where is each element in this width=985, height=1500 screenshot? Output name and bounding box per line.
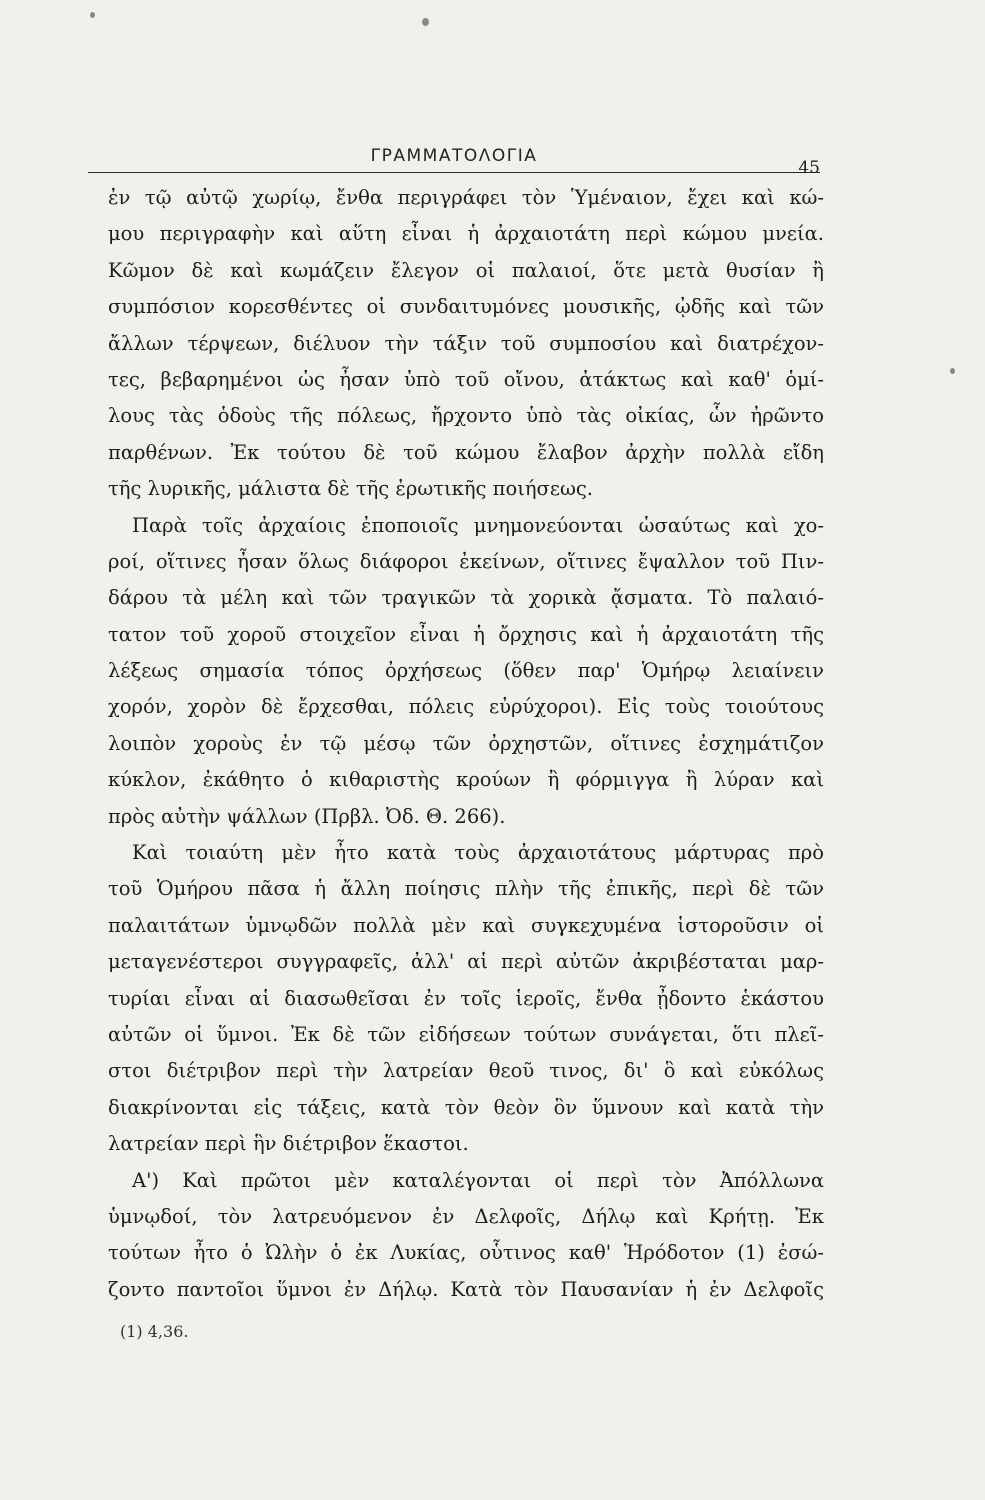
running-title: ΓΡΑΜΜΑΤΟΛΟΓΙΑ (370, 146, 538, 166)
text-line: Καὶ τοιαύτη μὲν ἦτο κατὰ τοὺς ἀρχαιοτάτους μάρτυρας πρὸ (132, 841, 824, 865)
paper-speck (422, 18, 429, 26)
text-line: συμπόσιον κορεσθέντες οἱ συνδαιτυμόνες μουσικῆς, ᾠδῆς καὶ τῶν (108, 295, 824, 319)
text-line: Κῶμον δὲ καὶ κωμάζειν ἔλεγον οἱ παλαιοί, ὅτε μετὰ θυσίαν ἢ (108, 258, 824, 282)
text-line: ροί, οἵτινες ἦσαν ὅλως διάφοροι ἐκείνων, οἵτινες ἔψαλλον τοῦ Πιν- (108, 549, 824, 573)
text-line: κύκλον, ἐκάθητο ὁ κιθαριστὴς κρούων ἢ φόρμιγγα ἢ λύραν καὶ (108, 768, 824, 792)
text-line: παρθένων. Ἐκ τούτου δὲ τοῦ κώμου ἔλαβον ἀρχὴν πολλὰ εἴδη (108, 440, 824, 464)
text-line: Α') Καὶ πρῶτοι μὲν καταλέγονται οἱ περὶ τὸν Ἀπόλλωνα (132, 1168, 824, 1192)
text-line: ἄλλων τέρψεων, διέλυον τὴν τάξιν τοῦ συμποσίου καὶ διατρέχον- (108, 331, 824, 355)
text-line: πρὸς αὐτὴν ψάλλων (Πρβλ. Ὀδ. Θ. 266). (108, 804, 506, 828)
text-line: λέξεως σημασία τόπος ὀρχήσεως (ὅθεν παρ' Ὁμήρῳ λειαίνειν (108, 659, 824, 683)
text-line: αὐτῶν οἱ ὕμνοι. Ἐκ δὲ τῶν εἰδήσεων τούτων συνάγεται, ὅτι πλεῖ- (108, 1022, 824, 1046)
text-line: λους τὰς ὁδοὺς τῆς πόλεως, ἤρχοντο ὑπὸ τὰς οἰκίας, ὧν ἠρῶντο (108, 404, 824, 428)
text-line: μεταγενέστεροι συγγραφεῖς, ἀλλ' αἱ περὶ αὐτῶν ἀκριβέσταται μαρ- (108, 950, 824, 974)
text-line: τοῦ Ὁμήρου πᾶσα ἡ ἄλλη ποίησις πλὴν τῆς ἐπικῆς, περὶ δὲ τῶν (108, 877, 824, 901)
text-line: χορόν, χορὸν δὲ ἔρχεσθαι, πόλεις εὐρύχοροι). Εἰς τοὺς τοιούτους (108, 695, 824, 719)
paper-speck (90, 12, 95, 18)
text-line: ὑμνῳδοί, τὸν λατρευόμενον ἐν Δελφοῖς, Δήλῳ καὶ Κρήτῃ. Ἐκ (108, 1204, 824, 1228)
text-line: μου περιγραφὴν καὶ αὕτη εἶναι ἡ ἀρχαιοτάτη περὶ κώμου μνεία. (108, 222, 824, 246)
footnote: (1) 4,36. (120, 1322, 189, 1341)
text-line: λοιπὸν χοροὺς ἐν τῷ μέσῳ τῶν ὀρχηστῶν, οἵτινες ἐσχημάτιζον (108, 731, 824, 755)
text-line: Παρὰ τοῖς ἀρχαίοις ἐποποιοῖς μνημονεύονται ὡσαύτως καὶ χο- (132, 513, 824, 537)
text-line: ἐν τῷ αὐτῷ χωρίῳ, ἔνθα περιγράφει τὸν Ὑμέναιον, ἔχει καὶ κώ- (108, 186, 824, 209)
text-line: λατρείαν περὶ ἣν διέτριβον ἕκαστοι. (108, 1132, 469, 1156)
text-line: τῆς λυρικῆς, μάλιστα δὲ τῆς ἐρωτικῆς ποιήσεως. (108, 477, 593, 501)
text-line: δάρου τὰ μέλη καὶ τῶν τραγικῶν τὰ χορικὰ ᾄσματα. Τὸ παλαιό- (108, 586, 824, 610)
page-number: 45 (798, 158, 820, 178)
text-line: διακρίνονται εἰς τάξεις, κατὰ τὸν θεὸν ὃν ὕμνουν καὶ κατὰ τὴν (108, 1095, 824, 1119)
text-line: τατον τοῦ χοροῦ στοιχεῖον εἶναι ἡ ὄρχησις καὶ ἡ ἀρχαιοτάτη τῆς (108, 622, 824, 646)
text-line: ζοντο παντοῖοι ὕμνοι ἐν Δήλῳ. Κατὰ τὸν Παυσανίαν ἡ ἐν Δελφοῖς (108, 1277, 824, 1301)
text-line: τες, βεβαρημένοι ὡς ἦσαν ὑπὸ τοῦ οἴνου, ἀτάκτως καὶ καθ' ὁμί- (108, 367, 824, 391)
paper-speck (950, 368, 955, 374)
text-line: τούτων ἦτο ὁ Ὠλὴν ὁ ἐκ Λυκίας, οὗτινος καθ' Ἡρόδοτον (1) ἐσώ- (108, 1241, 824, 1265)
text-line: στοι διέτριβον περὶ τὴν λατρείαν θεοῦ τινος, δι' ὃ καὶ εὐκόλως (108, 1059, 824, 1083)
text-line: τυρίαι εἶναι αἱ διασωθεῖσαι ἐν τοῖς ἱεροῖς, ἔνθα ᾖδοντο ἑκάστου (108, 986, 824, 1010)
page-header (88, 142, 820, 178)
text-line: παλαιτάτων ὑμνῳδῶν πολλὰ μὲν καὶ συγκεχυμένα ἱστοροῦσιν οἱ (108, 913, 824, 937)
body-text (108, 180, 824, 1308)
